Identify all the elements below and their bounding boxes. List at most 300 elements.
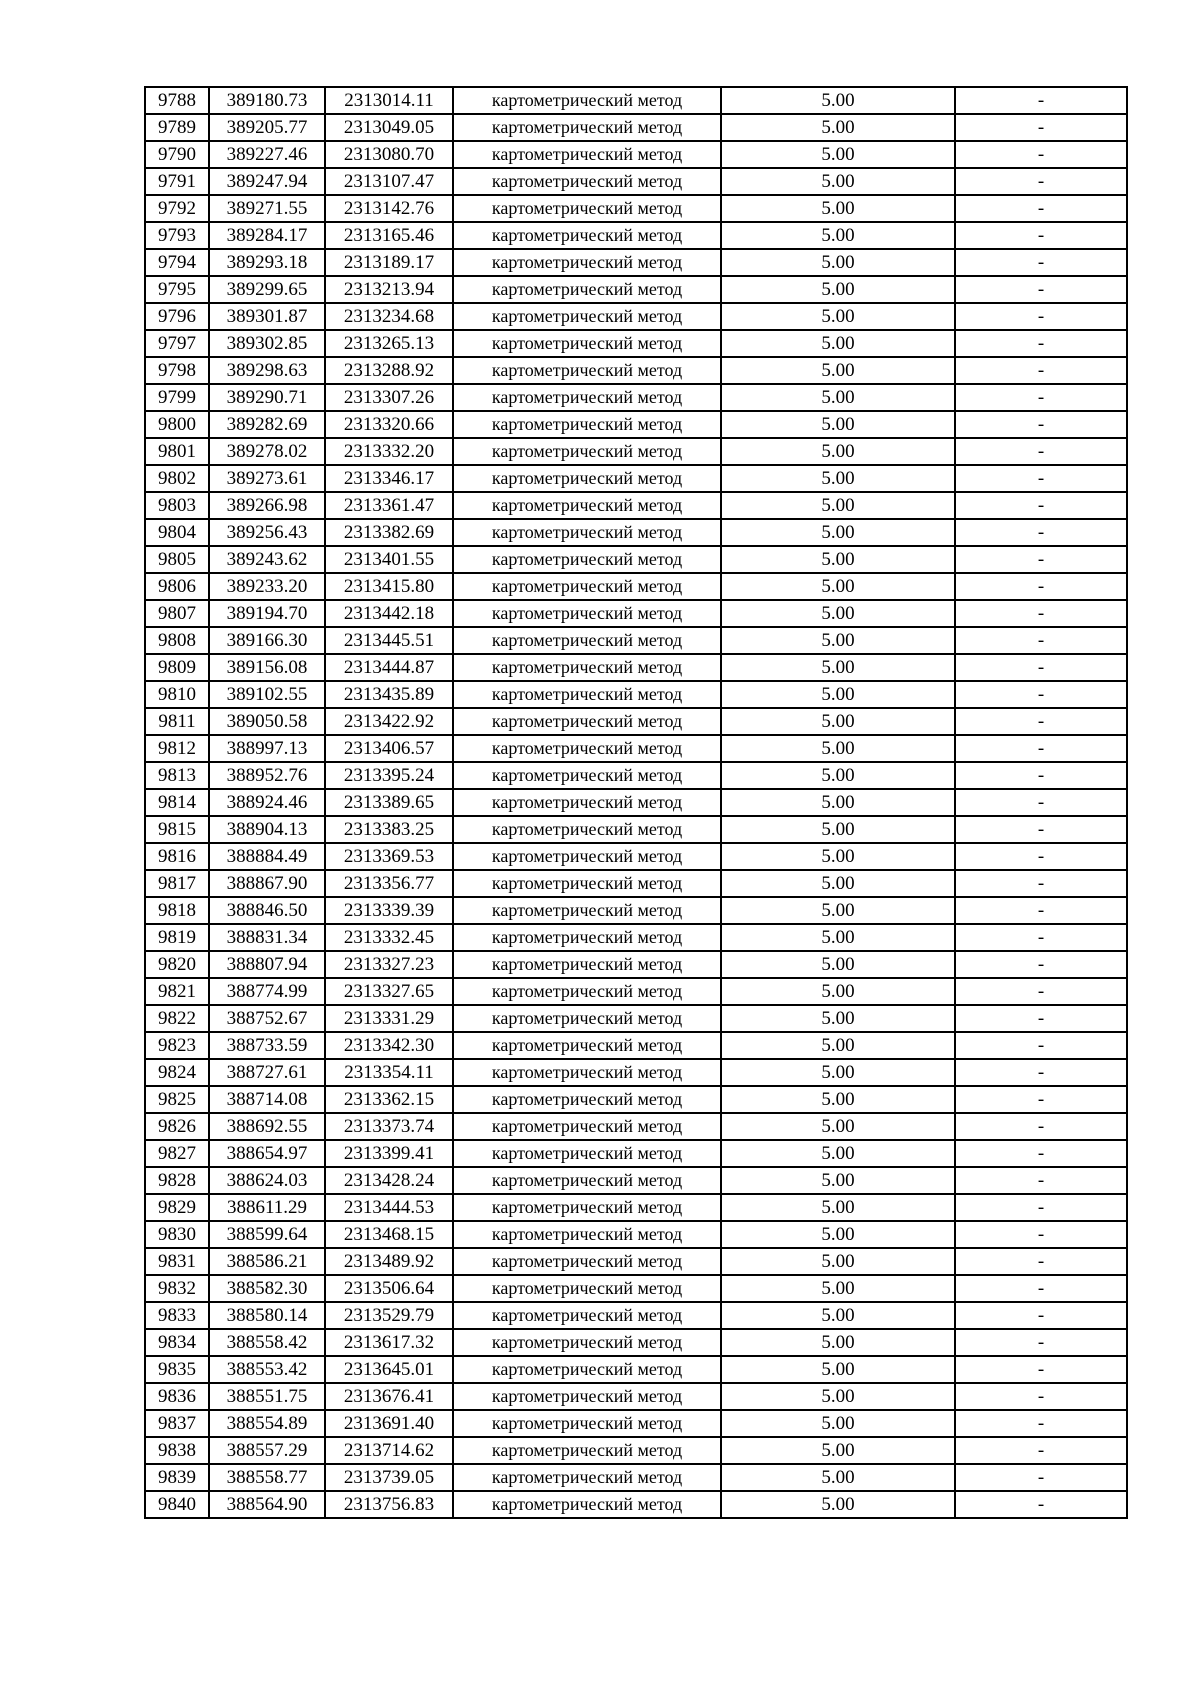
y-coordinate-cell: 2313383.25 [325,816,453,843]
method-cell: картометрический метод [453,789,721,816]
method-cell: картометрический метод [453,357,721,384]
table-row [145,492,1127,519]
table-row [145,357,1127,384]
precision-cell: 5.00 [721,195,955,222]
description-cell: - [955,1356,1127,1383]
method-cell: картометрический метод [453,1383,721,1410]
description-cell: - [955,1032,1127,1059]
x-coordinate-cell: 388867.90 [209,870,325,897]
description-cell: - [955,195,1127,222]
point-number-cell: 9818 [145,897,209,924]
y-coordinate-cell: 2313444.87 [325,654,453,681]
precision-cell: 5.00 [721,492,955,519]
description-cell: - [955,1329,1127,1356]
point-number-cell: 9826 [145,1113,209,1140]
table-row [145,1491,1127,1518]
x-coordinate-cell: 389050.58 [209,708,325,735]
point-number-cell: 9822 [145,1005,209,1032]
precision-cell: 5.00 [721,1113,955,1140]
y-coordinate-cell: 2313617.32 [325,1329,453,1356]
table-row [145,1302,1127,1329]
point-number-cell: 9804 [145,519,209,546]
description-cell: - [955,303,1127,330]
precision-cell: 5.00 [721,546,955,573]
method-cell: картометрический метод [453,816,721,843]
x-coordinate-cell: 388692.55 [209,1113,325,1140]
precision-cell: 5.00 [721,465,955,492]
point-number-cell: 9794 [145,249,209,276]
table-row [145,303,1127,330]
table-row [145,276,1127,303]
y-coordinate-cell: 2313428.24 [325,1167,453,1194]
method-cell: картометрический метод [453,87,721,114]
method-cell: картометрический метод [453,1491,721,1518]
precision-cell: 5.00 [721,762,955,789]
table-row [145,924,1127,951]
precision-cell: 5.00 [721,1383,955,1410]
method-cell: картометрический метод [453,654,721,681]
method-cell: картометрический метод [453,249,721,276]
table-row [145,546,1127,573]
x-coordinate-cell: 388580.14 [209,1302,325,1329]
method-cell: картометрический метод [453,951,721,978]
y-coordinate-cell: 2313489.92 [325,1248,453,1275]
precision-cell: 5.00 [721,627,955,654]
table-row [145,654,1127,681]
method-cell: картометрический метод [453,1302,721,1329]
precision-cell: 5.00 [721,384,955,411]
method-cell: картометрический метод [453,276,721,303]
table-row [145,1410,1127,1437]
point-number-cell: 9831 [145,1248,209,1275]
description-cell: - [955,735,1127,762]
precision-cell: 5.00 [721,735,955,762]
precision-cell: 5.00 [721,1356,955,1383]
method-cell: картометрический метод [453,627,721,654]
y-coordinate-cell: 2313373.74 [325,1113,453,1140]
precision-cell: 5.00 [721,1032,955,1059]
precision-cell: 5.00 [721,897,955,924]
table-row [145,870,1127,897]
table-row [145,735,1127,762]
table-row [145,1464,1127,1491]
table-row [145,843,1127,870]
point-number-cell: 9834 [145,1329,209,1356]
x-coordinate-cell: 388599.64 [209,1221,325,1248]
precision-cell: 5.00 [721,87,955,114]
x-coordinate-cell: 389166.30 [209,627,325,654]
table-row [145,897,1127,924]
method-cell: картометрический метод [453,384,721,411]
y-coordinate-cell: 2313327.23 [325,951,453,978]
table-row [145,762,1127,789]
precision-cell: 5.00 [721,1194,955,1221]
precision-cell: 5.00 [721,1140,955,1167]
description-cell: - [955,438,1127,465]
point-number-cell: 9797 [145,330,209,357]
precision-cell: 5.00 [721,654,955,681]
point-number-cell: 9805 [145,546,209,573]
y-coordinate-cell: 2313435.89 [325,681,453,708]
precision-cell: 5.00 [721,1248,955,1275]
table-row [145,114,1127,141]
point-number-cell: 9788 [145,87,209,114]
description-cell: - [955,1005,1127,1032]
x-coordinate-cell: 389247.94 [209,168,325,195]
description-cell: - [955,249,1127,276]
table-row [145,1086,1127,1113]
point-number-cell: 9824 [145,1059,209,1086]
description-cell: - [955,870,1127,897]
method-cell: картометрический метод [453,1437,721,1464]
method-cell: картометрический метод [453,1464,721,1491]
y-coordinate-cell: 2313361.47 [325,492,453,519]
precision-cell: 5.00 [721,600,955,627]
precision-cell: 5.00 [721,924,955,951]
y-coordinate-cell: 2313389.65 [325,789,453,816]
method-cell: картометрический метод [453,1140,721,1167]
point-number-cell: 9830 [145,1221,209,1248]
description-cell: - [955,924,1127,951]
method-cell: картометрический метод [453,1275,721,1302]
precision-cell: 5.00 [721,1221,955,1248]
table-row [145,330,1127,357]
point-number-cell: 9838 [145,1437,209,1464]
x-coordinate-cell: 389302.85 [209,330,325,357]
x-coordinate-cell: 389293.18 [209,249,325,276]
table-row [145,951,1127,978]
point-number-cell: 9835 [145,1356,209,1383]
x-coordinate-cell: 388586.21 [209,1248,325,1275]
table-row [145,1194,1127,1221]
x-coordinate-cell: 389256.43 [209,519,325,546]
table-row [145,816,1127,843]
method-cell: картометрический метод [453,897,721,924]
point-number-cell: 9793 [145,222,209,249]
precision-cell: 5.00 [721,816,955,843]
x-coordinate-cell: 388924.46 [209,789,325,816]
description-cell: - [955,546,1127,573]
point-number-cell: 9796 [145,303,209,330]
y-coordinate-cell: 2313288.92 [325,357,453,384]
precision-cell: 5.00 [721,1302,955,1329]
description-cell: - [955,1464,1127,1491]
table-row [145,1248,1127,1275]
x-coordinate-cell: 389227.46 [209,141,325,168]
description-cell: - [955,897,1127,924]
x-coordinate-cell: 388846.50 [209,897,325,924]
table-row [145,1221,1127,1248]
table-row [145,1275,1127,1302]
table-row [145,600,1127,627]
point-number-cell: 9819 [145,924,209,951]
point-number-cell: 9836 [145,1383,209,1410]
x-coordinate-cell: 388752.67 [209,1005,325,1032]
y-coordinate-cell: 2313213.94 [325,276,453,303]
method-cell: картометрический метод [453,843,721,870]
y-coordinate-cell: 2313049.05 [325,114,453,141]
method-cell: картометрический метод [453,1086,721,1113]
x-coordinate-cell: 388997.13 [209,735,325,762]
table-row [145,222,1127,249]
description-cell: - [955,1491,1127,1518]
table-row [145,1329,1127,1356]
method-cell: картометрический метод [453,735,721,762]
description-cell: - [955,1410,1127,1437]
method-cell: картометрический метод [453,519,721,546]
description-cell: - [955,87,1127,114]
description-cell: - [955,654,1127,681]
description-cell: - [955,762,1127,789]
x-coordinate-cell: 389271.55 [209,195,325,222]
y-coordinate-cell: 2313165.46 [325,222,453,249]
method-cell: картометрический метод [453,1329,721,1356]
point-number-cell: 9795 [145,276,209,303]
description-cell: - [955,1221,1127,1248]
point-number-cell: 9823 [145,1032,209,1059]
point-number-cell: 9816 [145,843,209,870]
method-cell: картометрический метод [453,438,721,465]
x-coordinate-cell: 388554.89 [209,1410,325,1437]
table-row [145,681,1127,708]
point-number-cell: 9811 [145,708,209,735]
description-cell: - [955,1194,1127,1221]
point-number-cell: 9827 [145,1140,209,1167]
method-cell: картометрический метод [453,1032,721,1059]
point-number-cell: 9808 [145,627,209,654]
y-coordinate-cell: 2313320.66 [325,411,453,438]
method-cell: картометрический метод [453,681,721,708]
precision-cell: 5.00 [721,1005,955,1032]
precision-cell: 5.00 [721,789,955,816]
method-cell: картометрический метод [453,708,721,735]
x-coordinate-cell: 389284.17 [209,222,325,249]
table-row [145,1167,1127,1194]
precision-cell: 5.00 [721,249,955,276]
coordinates-table-body [145,87,1127,1518]
precision-cell: 5.00 [721,573,955,600]
method-cell: картометрический метод [453,303,721,330]
y-coordinate-cell: 2313080.70 [325,141,453,168]
coordinates-table [144,86,1128,1519]
precision-cell: 5.00 [721,1059,955,1086]
x-coordinate-cell: 388564.90 [209,1491,325,1518]
method-cell: картометрический метод [453,1221,721,1248]
table-row [145,1059,1127,1086]
point-number-cell: 9839 [145,1464,209,1491]
x-coordinate-cell: 388551.75 [209,1383,325,1410]
description-cell: - [955,573,1127,600]
y-coordinate-cell: 2313356.77 [325,870,453,897]
point-number-cell: 9789 [145,114,209,141]
x-coordinate-cell: 388831.34 [209,924,325,951]
x-coordinate-cell: 389156.08 [209,654,325,681]
precision-cell: 5.00 [721,357,955,384]
table-row [145,249,1127,276]
method-cell: картометрический метод [453,411,721,438]
x-coordinate-cell: 389290.71 [209,384,325,411]
y-coordinate-cell: 2313444.53 [325,1194,453,1221]
x-coordinate-cell: 389243.62 [209,546,325,573]
precision-cell: 5.00 [721,411,955,438]
point-number-cell: 9791 [145,168,209,195]
method-cell: картометрический метод [453,114,721,141]
description-cell: - [955,1167,1127,1194]
x-coordinate-cell: 389301.87 [209,303,325,330]
x-coordinate-cell: 389102.55 [209,681,325,708]
description-cell: - [955,492,1127,519]
method-cell: картометрический метод [453,222,721,249]
method-cell: картометрический метод [453,1194,721,1221]
description-cell: - [955,330,1127,357]
precision-cell: 5.00 [721,1491,955,1518]
precision-cell: 5.00 [721,114,955,141]
y-coordinate-cell: 2313468.15 [325,1221,453,1248]
point-number-cell: 9809 [145,654,209,681]
y-coordinate-cell: 2313234.68 [325,303,453,330]
table-row [145,384,1127,411]
precision-cell: 5.00 [721,141,955,168]
description-cell: - [955,1059,1127,1086]
description-cell: - [955,600,1127,627]
y-coordinate-cell: 2313415.80 [325,573,453,600]
y-coordinate-cell: 2313739.05 [325,1464,453,1491]
table-row [145,438,1127,465]
point-number-cell: 9801 [145,438,209,465]
point-number-cell: 9790 [145,141,209,168]
precision-cell: 5.00 [721,303,955,330]
x-coordinate-cell: 388807.94 [209,951,325,978]
y-coordinate-cell: 2313645.01 [325,1356,453,1383]
y-coordinate-cell: 2313362.15 [325,1086,453,1113]
y-coordinate-cell: 2313529.79 [325,1302,453,1329]
description-cell: - [955,168,1127,195]
precision-cell: 5.00 [721,681,955,708]
point-number-cell: 9812 [145,735,209,762]
description-cell: - [955,1437,1127,1464]
description-cell: - [955,843,1127,870]
y-coordinate-cell: 2313307.26 [325,384,453,411]
description-cell: - [955,465,1127,492]
table-row [145,789,1127,816]
point-number-cell: 9800 [145,411,209,438]
description-cell: - [955,519,1127,546]
point-number-cell: 9810 [145,681,209,708]
point-number-cell: 9807 [145,600,209,627]
description-cell: - [955,1086,1127,1113]
method-cell: картометрический метод [453,1005,721,1032]
method-cell: картометрический метод [453,1248,721,1275]
point-number-cell: 9815 [145,816,209,843]
precision-cell: 5.00 [721,1464,955,1491]
y-coordinate-cell: 2313756.83 [325,1491,453,1518]
table-row [145,411,1127,438]
table-row [145,573,1127,600]
description-cell: - [955,789,1127,816]
method-cell: картометрический метод [453,1113,721,1140]
point-number-cell: 9813 [145,762,209,789]
y-coordinate-cell: 2313442.18 [325,600,453,627]
precision-cell: 5.00 [721,276,955,303]
x-coordinate-cell: 389282.69 [209,411,325,438]
x-coordinate-cell: 388557.29 [209,1437,325,1464]
y-coordinate-cell: 2313107.47 [325,168,453,195]
point-number-cell: 9829 [145,1194,209,1221]
description-cell: - [955,276,1127,303]
table-row [145,87,1127,114]
point-number-cell: 9817 [145,870,209,897]
method-cell: картометрический метод [453,492,721,519]
description-cell: - [955,1302,1127,1329]
x-coordinate-cell: 389299.65 [209,276,325,303]
description-cell: - [955,1248,1127,1275]
point-number-cell: 9821 [145,978,209,1005]
precision-cell: 5.00 [721,843,955,870]
point-number-cell: 9825 [145,1086,209,1113]
x-coordinate-cell: 388558.42 [209,1329,325,1356]
description-cell: - [955,114,1127,141]
method-cell: картометрический метод [453,168,721,195]
description-cell: - [955,978,1127,1005]
y-coordinate-cell: 2313332.20 [325,438,453,465]
point-number-cell: 9828 [145,1167,209,1194]
method-cell: картометрический метод [453,762,721,789]
description-cell: - [955,384,1127,411]
precision-cell: 5.00 [721,438,955,465]
point-number-cell: 9798 [145,357,209,384]
y-coordinate-cell: 2313339.39 [325,897,453,924]
description-cell: - [955,816,1127,843]
x-coordinate-cell: 389273.61 [209,465,325,492]
point-number-cell: 9806 [145,573,209,600]
precision-cell: 5.00 [721,1167,955,1194]
description-cell: - [955,951,1127,978]
method-cell: картометрический метод [453,573,721,600]
x-coordinate-cell: 389194.70 [209,600,325,627]
x-coordinate-cell: 388611.29 [209,1194,325,1221]
method-cell: картометрический метод [453,465,721,492]
method-cell: картометрический метод [453,546,721,573]
description-cell: - [955,411,1127,438]
method-cell: картометрический метод [453,924,721,951]
method-cell: картометрический метод [453,1059,721,1086]
y-coordinate-cell: 2313265.13 [325,330,453,357]
y-coordinate-cell: 2313422.92 [325,708,453,735]
table-row [145,168,1127,195]
table-row [145,1140,1127,1167]
method-cell: картометрический метод [453,141,721,168]
table-row [145,1005,1127,1032]
y-coordinate-cell: 2313399.41 [325,1140,453,1167]
method-cell: картометрический метод [453,195,721,222]
y-coordinate-cell: 2313346.17 [325,465,453,492]
y-coordinate-cell: 2313331.29 [325,1005,453,1032]
x-coordinate-cell: 388654.97 [209,1140,325,1167]
table-row [145,1383,1127,1410]
description-cell: - [955,1113,1127,1140]
precision-cell: 5.00 [721,708,955,735]
table-row [145,1032,1127,1059]
point-number-cell: 9792 [145,195,209,222]
x-coordinate-cell: 389266.98 [209,492,325,519]
precision-cell: 5.00 [721,1410,955,1437]
table-row [145,708,1127,735]
y-coordinate-cell: 2313342.30 [325,1032,453,1059]
x-coordinate-cell: 388733.59 [209,1032,325,1059]
x-coordinate-cell: 388904.13 [209,816,325,843]
precision-cell: 5.00 [721,330,955,357]
table-row [145,141,1127,168]
